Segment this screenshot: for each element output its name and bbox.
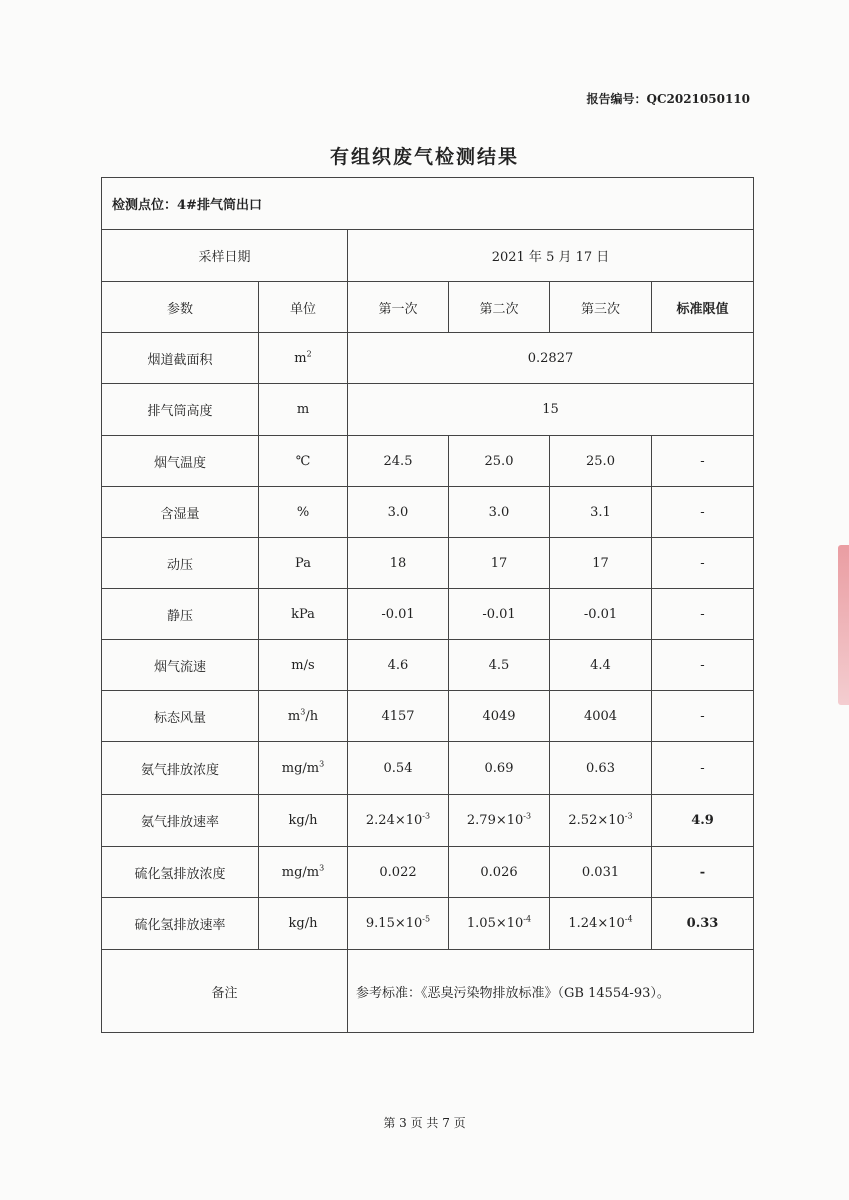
col-header-run1: 第一次 [348,282,449,333]
unit-cell [259,538,348,589]
report-number [560,90,750,107]
value-mantissa: 1.24×10 [568,916,625,931]
table-row [102,898,754,950]
value-mantissa: 4157 [381,708,415,724]
col-header-param: 参数 [102,282,259,333]
limit-cell: - [652,436,754,487]
value-mantissa: 0.026 [480,864,518,880]
value-mantissa: -0.01 [381,606,415,622]
header-row [102,282,754,333]
value-run2 [449,436,550,487]
value-mantissa: 2.24×10 [365,813,423,828]
unit-cell [259,847,348,898]
value-run3 [550,898,652,950]
report-number-value: QC2021050110 [646,92,750,106]
table-row [102,538,754,589]
value-mantissa: 3.0 [488,504,510,520]
value-mantissa: 0.031 [581,864,620,880]
value-run3 [550,436,652,487]
sampling-date: 2021 年 5 月 17 日 [348,230,754,282]
merged-value-cell: 0.2827 [348,333,754,384]
unit-tail: /h [305,708,319,724]
value-run1 [348,898,449,950]
value-mantissa: 24.5 [383,453,413,469]
value-mantissa: 3.1 [590,504,611,520]
value-run2 [449,538,550,589]
param-cell: 标态风量 [102,691,259,742]
unit-cell [259,384,348,436]
result-table-body [102,178,754,1033]
limit-cell: - [652,640,754,691]
limit-cell: - [652,538,754,589]
limit-cell: - [652,487,754,538]
unit-superscript: 3 [319,863,325,873]
value-exponent: -3 [523,811,532,821]
value-mantissa: 4.4 [590,657,611,673]
value-mantissa: 3.0 [387,504,409,520]
unit-base: m [287,708,301,724]
param-cell: 动压 [102,538,259,589]
table-row [102,333,754,384]
table-row [102,847,754,898]
unit-base: kg/h [288,916,318,931]
limit-cell: - [652,742,754,795]
value-run2 [449,847,550,898]
value-run2 [449,691,550,742]
value-exponent: -5 [422,914,431,924]
param-cell: 烟道截面积 [102,333,259,384]
value-run2 [449,742,550,795]
value-run1 [348,538,449,589]
unit-base: m [294,350,307,366]
value-run2 [449,898,550,950]
value-run3 [550,691,652,742]
page-footer: 第 3 页 共 7 页 [383,1116,466,1130]
value-run3 [550,742,652,795]
value-mantissa: 2.79×10 [466,813,524,828]
value-mantissa: 18 [389,555,407,571]
unit-base: ℃ [295,453,311,469]
value-run2 [449,795,550,847]
value-run2 [449,640,550,691]
value-mantissa: 0.63 [586,760,615,776]
note-row [102,950,754,1033]
table-row [102,436,754,487]
value-run2 [449,487,550,538]
col-header-limit: 标准限值 [652,282,754,333]
table-row [102,691,754,742]
value-mantissa: 4004 [583,708,618,724]
table-row [102,742,754,795]
value-exponent: -3 [422,811,431,821]
param-cell: 排气筒高度 [102,384,259,436]
col-header-unit: 单位 [259,282,348,333]
unit-base: mg/m [281,760,320,776]
unit-base: mg/m [281,864,320,880]
value-mantissa: 2.52×10 [568,813,625,828]
value-mantissa: 4049 [482,708,516,724]
unit-superscript: 2 [306,349,312,359]
value-mantissa: 9.15×10 [365,916,423,931]
value-run1 [348,487,449,538]
value-run3 [550,640,652,691]
value-exponent: -4 [523,914,532,924]
limit-cell: 4.9 [652,795,754,847]
value-run1 [348,691,449,742]
value-mantissa: 4.6 [387,657,409,673]
unit-cell [259,795,348,847]
result-table [101,177,754,1033]
value-mantissa: 17 [490,555,508,571]
note-text: 参考标准：《恶臭污染物排放标准》（GB 14554-93）。 [348,950,754,1033]
value-run3 [550,847,652,898]
limit-cell: - [652,691,754,742]
value-run3 [550,795,652,847]
value-run3 [550,538,652,589]
table-row [102,589,754,640]
sampling-date-label: 采样日期 [102,230,348,282]
page-title: 有组织废气检测结果 [329,146,519,168]
param-cell: 硫化氢排放速率 [102,898,259,950]
value-run3 [550,589,652,640]
value-mantissa: -0.01 [482,606,516,622]
unit-base: m/s [291,657,315,673]
value-run1 [348,640,449,691]
report-number-label: 报告编号： [586,92,647,106]
unit-cell [259,691,348,742]
value-mantissa: 4.5 [488,657,510,673]
value-mantissa: 0.022 [379,864,417,880]
value-run1 [348,847,449,898]
col-header-run2: 第二次 [449,282,550,333]
param-cell: 氨气排放速率 [102,795,259,847]
value-exponent: -3 [624,811,633,821]
value-mantissa: 1.05×10 [466,916,524,931]
unit-cell [259,333,348,384]
red-stamp-fragment [838,545,849,705]
value-mantissa: 0.69 [484,760,514,776]
value-run1 [348,589,449,640]
value-mantissa: -0.01 [583,606,618,622]
param-cell: 烟气流速 [102,640,259,691]
col-header-run3: 第三次 [550,282,652,333]
limit-cell: - [652,589,754,640]
merged-value-cell: 15 [348,384,754,436]
unit-cell [259,487,348,538]
unit-cell [259,436,348,487]
table-row [102,640,754,691]
table-row [102,795,754,847]
table-row [102,487,754,538]
param-cell: 烟气温度 [102,436,259,487]
unit-superscript: 3 [300,707,306,717]
param-cell: 氨气排放浓度 [102,742,259,795]
unit-superscript: 3 [319,759,325,769]
unit-cell [259,640,348,691]
value-mantissa: 25.0 [586,453,615,469]
param-cell: 含湿量 [102,487,259,538]
unit-cell [259,589,348,640]
unit-cell [259,898,348,950]
sampling-location: 检测点位：4#排气筒出口 [102,178,754,230]
value-run3 [550,487,652,538]
unit-base: % [296,504,310,520]
value-mantissa: 0.54 [383,760,413,776]
location-row [102,178,754,230]
value-mantissa: 25.0 [484,453,514,469]
value-run1 [348,742,449,795]
unit-base: Pa [295,555,311,571]
param-cell: 静压 [102,589,259,640]
unit-cell [259,742,348,795]
date-row [102,230,754,282]
unit-base: kPa [291,606,315,622]
param-cell: 硫化氢排放浓度 [102,847,259,898]
table-row [102,384,754,436]
value-run1 [348,795,449,847]
value-mantissa: 17 [592,555,609,571]
value-exponent: -4 [624,914,633,924]
unit-base: kg/h [288,813,318,828]
value-run2 [449,589,550,640]
note-label: 备注 [102,950,348,1033]
value-run1 [348,436,449,487]
limit-cell: 0.33 [652,898,754,950]
limit-cell: - [652,847,754,898]
unit-base: m [296,402,310,417]
